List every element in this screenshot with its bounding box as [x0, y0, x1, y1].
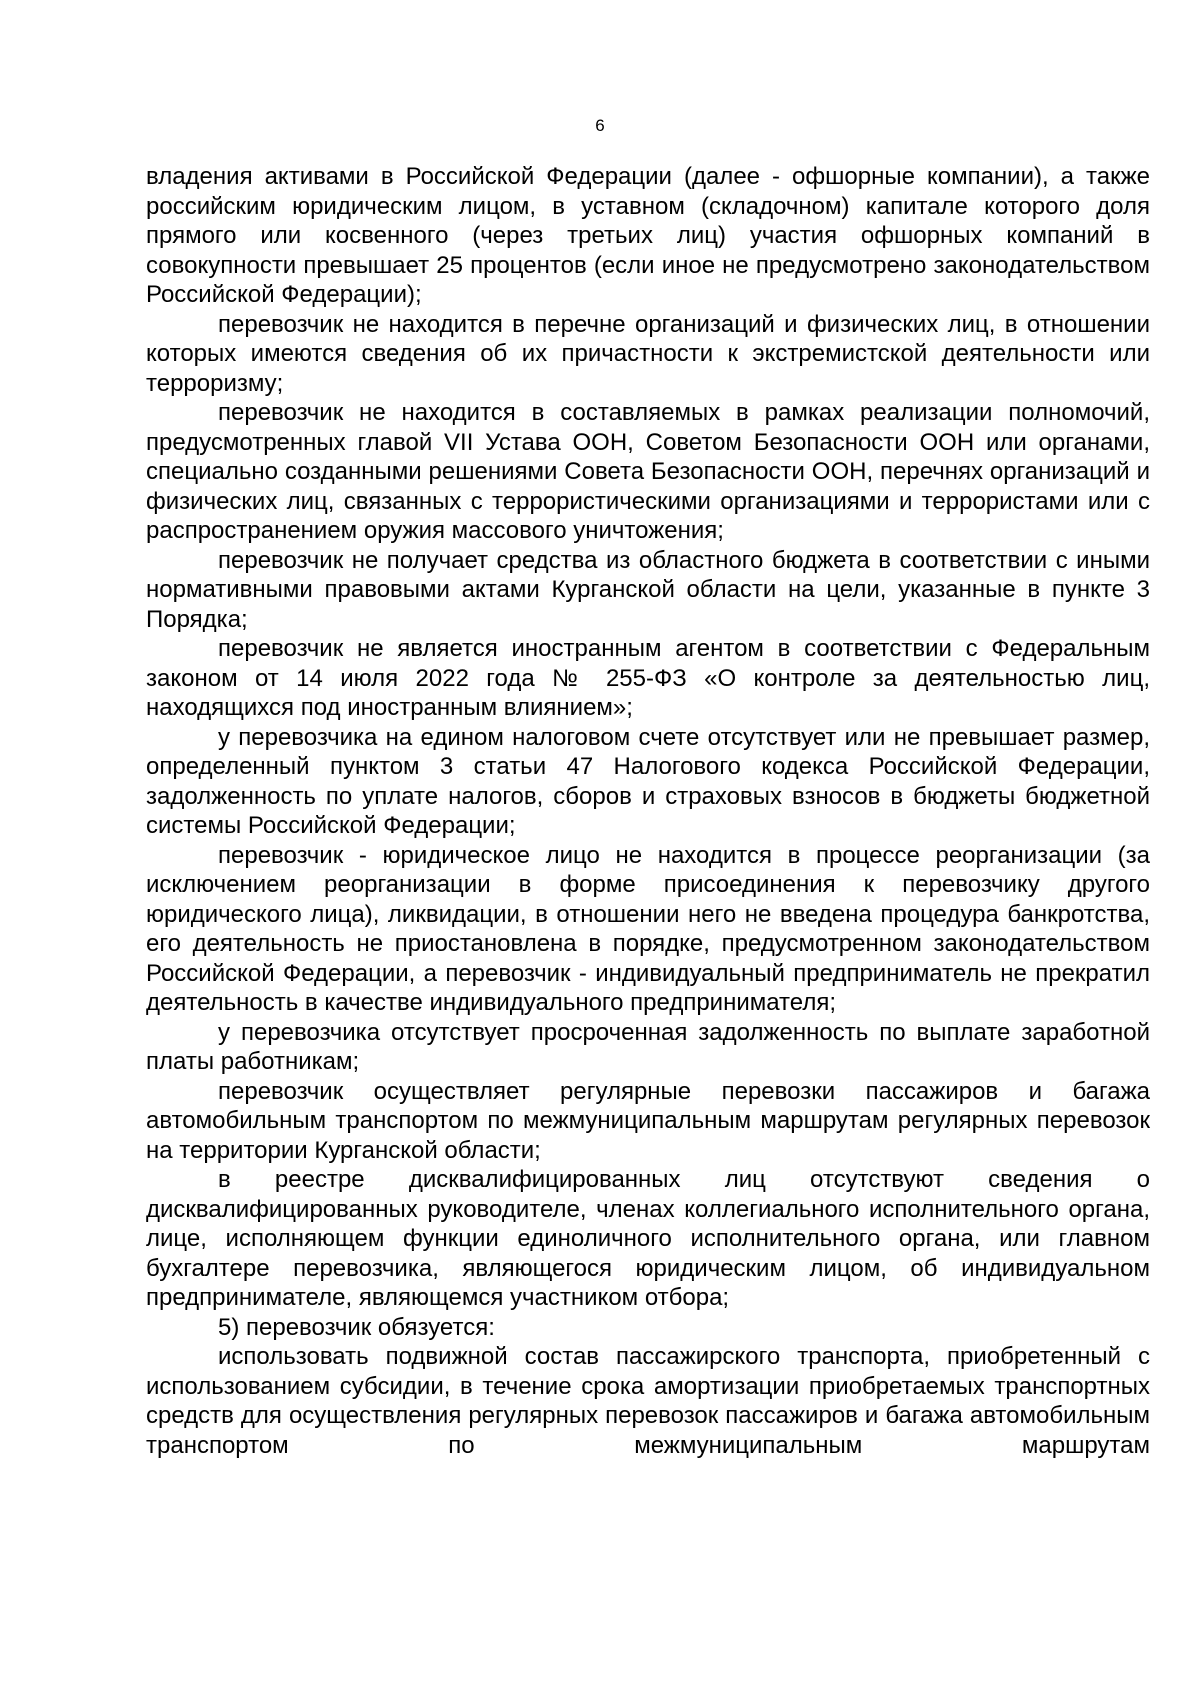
page-number: 6 [595, 116, 605, 135]
paragraph: у перевозчика на едином налоговом счете отсутствует или не превышает размер, определенный пунктом 3 статьи 47 Налогового кодекса Российской Федерации, задолженность по уплате налогов, сборов и страховых взносов в бюджеты бюджетной системы Российской Федерации; [146, 723, 1150, 839]
paragraph: перевозчик - юридическое лицо не находится в процессе реорганизации (за исключением реорганизации в форме присоединения к перевозчику другого юридического лица), ликвидации, в отношении него не введена процедура банкротства, его деятельность не приостановлена в порядке, предусмотренном законодательством Российской Федерации, а перевозчик - индивидуальный предприниматель не прекратил деятельность в качестве индивидуального предпринимателя; [146, 841, 1150, 1016]
paragraph: в реестре дисквалифицированных лиц отсутствуют сведения о дисквалифицированных руководителе, членах коллегиального исполнительного органа, лице, исполняющем функции единоличного исполнительного органа, или главном бухгалтере перевозчика, являющегося юридическим лицом, об индивидуальном предпринимателе, являющемся участником отбора; [146, 1166, 1150, 1311]
document-body [146, 162, 1150, 1460]
paragraph: 5) перевозчик обязуется: [218, 1313, 495, 1341]
paragraph: перевозчик осуществляет регулярные перевозки пассажиров и багажа автомобильным транспортом по межмуниципальным маршрутам регулярных перевозок на территории Курганской области; [146, 1077, 1150, 1164]
paragraph: у перевозчика отсутствует просроченная задолженность по выплате заработной платы работникам; [146, 1018, 1150, 1075]
paragraph: использовать подвижной состав пассажирского транспорта, приобретенный с использованием субсидии, в течение срока амортизации приобретаемых транспортных средств для осуществления регулярных перевозок пассажиров и багажа автомобильным транспортом по межмуниципальным маршрутам [146, 1343, 1150, 1459]
paragraph: перевозчик не находится в составляемых в рамках реализации полномочий, предусмотренных главой VII Устава ООН, Советом Безопасности ООН или органами, специально созданными решениями Совета Безопасности ООН, перечнях организаций и физических лиц, связанных с террористическими организациями и террористами или с распространением оружия массового уничтожения; [146, 399, 1150, 544]
paragraph: перевозчик не является иностранным агентом в соответствии с Федеральным законом от 14 июля 2022 года № 255-ФЗ «О контроле за деятельностью лиц, находящихся под иностранным влиянием»; [146, 635, 1150, 721]
paragraph: перевозчик не находится в перечне организаций и физических лиц, в отношении которых имеются сведения об их причастности к экстремистской деятельности или терроризму; [146, 310, 1150, 397]
paragraph: владения активами в Российской Федерации (далее - офшорные компании), а также российским юридическим лицом, в уставном (складочном) капитале которого доля прямого или косвенного (через третьих лиц) участия офшорных компаний в совокупности превышает 25 процентов (если иное не предусмотрено законодательством Российской Федерации); [146, 163, 1150, 308]
paragraph: перевозчик не получает средства из областного бюджета в соответствии с иными нормативными правовыми актами Курганской области на цели, указанные в пункте 3 Порядка; [146, 546, 1150, 633]
